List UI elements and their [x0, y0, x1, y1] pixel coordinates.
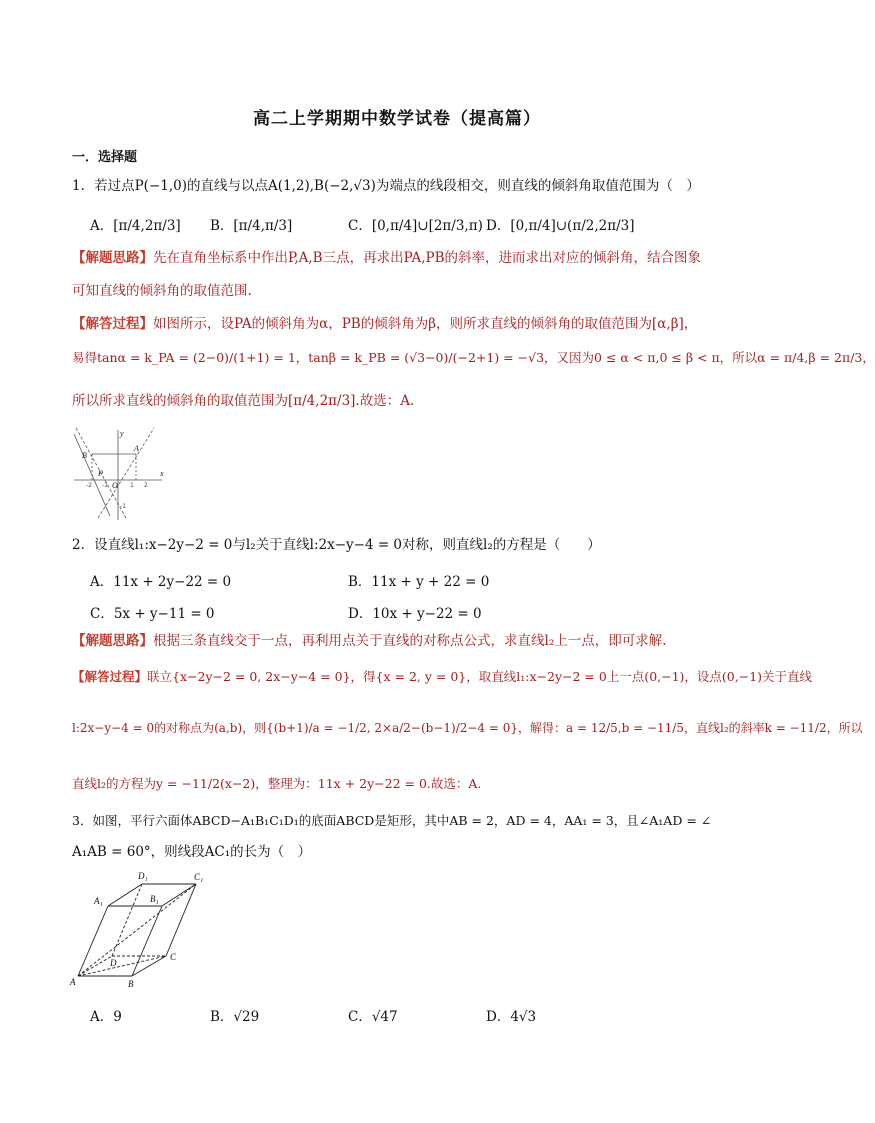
q2-option-a[interactable]: A．11x + 2y−22 = 0	[90, 574, 232, 590]
q1-process-tag: 【解答过程】	[72, 316, 153, 332]
q2-idea-text: 根据三条直线交于一点，再利用点关于直线的对称点公式，求直线l₂上一点，即可求解.	[153, 633, 667, 649]
vertex-c1-label: C₁	[194, 872, 204, 882]
edge-a1d1	[108, 884, 142, 906]
q1-option-a[interactable]: A．[π/4,2π/3]	[90, 218, 181, 234]
q2-idea-line	[72, 635, 667, 649]
q2-option-c[interactable]: C．5x + y−11 = 0	[90, 606, 215, 622]
q2-process-line2: l:2x−y−4 = 0的对称点为(a,b)，则{(b+1)/a = −1/2, 2×a/2−(b−1)/2−4 = 0}，解得：a = 12/5,b = −11/5，直线l₂的斜率k = −11/2，所以	[72, 721, 863, 735]
q1-option-b[interactable]: B．[π/4,π/3]	[210, 218, 293, 234]
edge-bc	[132, 956, 166, 976]
q1-process-line2: 易得tanα = k_PA = (2−0)/(1+1) = 1，tanβ = k_PB = (√3−0)/(−2+1) = −√3，又因为0 ≤ α < π,0 ≤ β < π，所以α = π/4,β = 2π/3，	[72, 350, 875, 365]
q2-process-tag: 【解答过程】	[72, 669, 148, 684]
x-axis-label: x	[160, 469, 164, 478]
q2-option-b[interactable]: B．11x + y + 22 = 0	[348, 574, 490, 590]
q2-process-line1	[72, 671, 812, 684]
q3-stem-line2: A₁AB = 60°，则线段AC₁的长为（ ）	[72, 844, 312, 860]
q1-idea-line1	[72, 252, 701, 266]
q2-idea-tag: 【解题思路】	[72, 633, 153, 649]
edge-aa1	[78, 906, 108, 976]
vertex-b1-label: B₁	[150, 894, 159, 904]
q1-process-text: 如图所示，设PA的倾斜角为α，PB的倾斜角为β，则所求直线的倾斜角的取值范围为[α,β]，	[153, 316, 698, 332]
vertex-a1-label: A₁	[94, 896, 103, 906]
tick-1: 1	[130, 482, 134, 489]
q2-stem: 2．设直线l₁:x−2y−2 = 0与l₂关于直线l:2x−y−4 = 0对称，则直线l₂的方程是（ ）	[72, 537, 601, 553]
edge-b1c1	[162, 884, 196, 906]
q2-process-line3: 直线l₂的方程为y = −11/2(x−2)，整理为：11x + 2y−22 = 0.故选：A.	[72, 776, 482, 791]
q3-option-b[interactable]: B．√29	[210, 1009, 260, 1025]
vertex-d-label: D	[110, 958, 117, 968]
q1-option-d[interactable]: D．[0,π/4]∪(π/2,2π/3]	[486, 218, 635, 234]
q3-option-c[interactable]: C．√47	[348, 1009, 398, 1025]
tick-2: 2	[144, 482, 148, 489]
edge-ad	[78, 956, 112, 976]
q1-idea-tag: 【解题思路】	[72, 250, 153, 266]
q2-option-d[interactable]: D．10x + y−22 = 0	[348, 606, 482, 622]
vertex-d1-label: D₁	[138, 871, 148, 881]
vertex-a-label: A	[70, 977, 76, 987]
q3-option-a[interactable]: A．9	[90, 1009, 122, 1025]
line-pa	[98, 428, 154, 518]
q3-stem-line1: 3．如图，平行六面体ABCD−A₁B₁C₁D₁的底面ABCD是矩形，其中AB = 2，AD = 4，AA₁ = 3，且∠A₁AD = ∠	[72, 813, 712, 828]
edge-bb1	[132, 906, 162, 976]
vertex-c-label: C	[170, 952, 177, 962]
q1-stem: 1．若过点P(−1,0)的直线与以点A(1,2),B(−2,√3)为端点的线段相交，则直线的倾斜角取值范围为（ ）	[72, 178, 700, 194]
edge-dd1	[112, 884, 142, 956]
q1-process-line1	[72, 318, 697, 332]
point-p-label: P	[98, 469, 103, 478]
origin-label: O	[112, 481, 118, 490]
vertex-b-label: B	[128, 979, 134, 989]
edge-cc1	[166, 884, 196, 956]
q3-option-d[interactable]: D．4√3	[486, 1009, 537, 1025]
point-b-label: B	[82, 451, 87, 460]
section-heading: 一．选择题	[72, 150, 138, 165]
q1-option-c[interactable]: C．[0,π/4]∪[2π/3,π)	[348, 218, 483, 234]
q3-figure	[66, 866, 216, 988]
q2-process-text: 联立{x−2y−2 = 0, 2x−y−4 = 0}，得{x = 2, y = 0}，取直线l₁:x−2y−2 = 0上一点(0,−1)，设点(0,−1)关于直线	[147, 669, 813, 684]
point-a-label: A	[134, 444, 139, 453]
y-axis-label: y	[120, 429, 124, 438]
tick-y-minus-1: -1	[120, 503, 126, 510]
q1-idea-line2: 可知直线的倾斜角的取值范围.	[72, 283, 252, 299]
q1-idea-text: 先在直角坐标系中作出P,A,B三点，再求出PA,PB的斜率，进而求出对应的倾斜角，结合图象	[153, 250, 701, 266]
q1-figure	[70, 424, 170, 522]
tick-minus-1: -1	[102, 482, 108, 489]
page-title: 高二上学期期中数学试卷（提高篇）	[253, 109, 541, 129]
q1-process-line3: 所以所求直线的倾斜角的取值范围为[π/4,2π/3].故选：A.	[72, 393, 415, 409]
tick-minus-2: -2	[86, 482, 92, 489]
